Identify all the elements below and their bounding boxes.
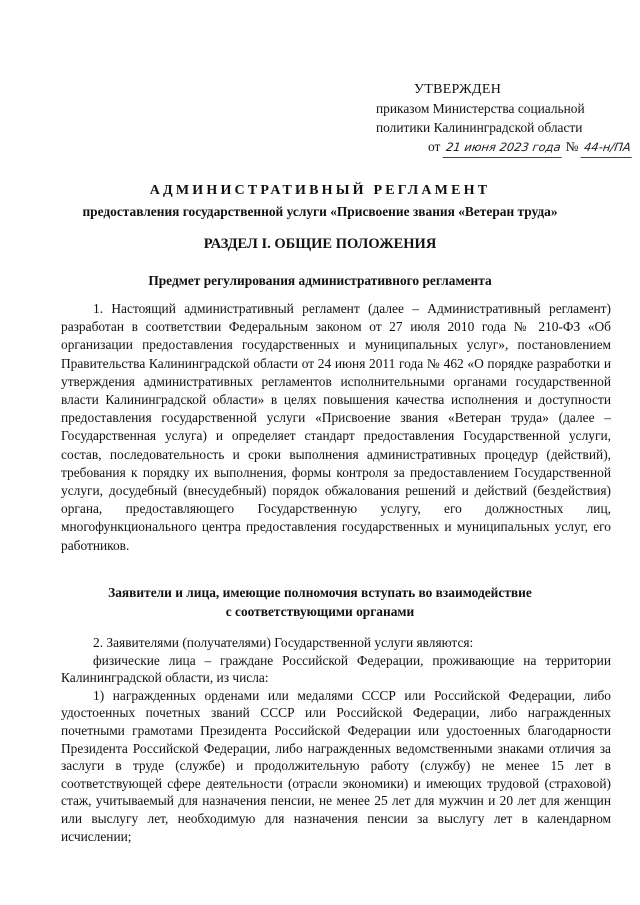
number-prefix: № xyxy=(565,139,579,154)
date-prefix: от xyxy=(428,139,441,154)
approval-title: УТВЕРЖДЕН xyxy=(414,82,502,97)
paragraph-4: 1) награжденных орденами или медалями СССР или Российской Федерации, либо удостоенных почетных званий СССР или Российской Федерации, либо награжденных почетными грамотами Президента Российской Федерации или удостоенных благодарности Президента Российской Федерации, либо награжденных ведомственными знаками отличия за заслуги в труде (службе) и продолжительную работу (службу) не менее 15 лет в соответствующей сфере деятельности (отрасли экономики) и имеющих трудовой (страховой) стаж, учитываемый для назначения пенсии, не менее 25 лет для мужчин и 20 лет для женщин или выслугу лет, необходимую для назначения пенсии за выслугу лет в календарном исчислении; xyxy=(61,687,611,844)
document-subtitle: предоставления государственной услуги «Присвоение звания «Ветеран труда» xyxy=(82,204,558,219)
paragraph-block-2 xyxy=(61,634,611,845)
approval-stamp xyxy=(376,80,632,158)
section-2-heading xyxy=(0,583,640,621)
paragraph-1: 1. Настоящий административный регламент (далее – Административный регламент) разработан в соответствии Федеральным законом от 27 июля 2010 года № 210-ФЗ «Об организации предоставления государственных и муниципальных услуг», постановлением Правительства Калининградской области от 24 июня 2011 года № 462 «О порядке разработки и утверждения административных регламентов исполнительными органами государственной власти Калининградской области» в целях повышения качества исполнения и доступности предоставления государственной услуги «Присвоение звания «Ветеран труда» (далее – Государственная услуга) и определяет стандарт предоставления Государственной услуги, состав, последовательность и сроки выполнения административных процедур (действий), требования к порядку их выполнения, формы контроля за предоставлением Государственной услуги, досудебный (внесудебный) порядок обжалования решений и действий (бездействия) органа, предоставляющего Государственную услугу, его должностных лиц, многофункционального центра предоставления государственных и муниципальных услуг, его работников. xyxy=(61,301,611,553)
approval-date-line xyxy=(376,137,632,158)
handwritten-number: 44-н/ПА xyxy=(580,138,634,158)
subsection-title: Предмет регулирования административного регламента xyxy=(148,273,492,288)
paragraph-block-1 xyxy=(61,300,611,555)
paragraph-2: 2. Заявителями (получателями) Государственной услуги являются: xyxy=(93,635,474,650)
section-title: РАЗДЕЛ I. ОБЩИЕ ПОЛОЖЕНИЯ xyxy=(203,236,437,252)
approval-line-2: политики Калининградской области xyxy=(376,120,583,135)
approval-line-1: приказом Министерства социальной xyxy=(376,101,585,116)
paragraph-3: физические лица – граждане Российской Федерации, проживающие на территории Калининградской области, из числа: xyxy=(61,652,611,686)
handwritten-date: 21 июня 2023 года xyxy=(442,138,563,158)
section-2-title-line-1: Заявители и лица, имеющие полномочия вступать во взаимодействие xyxy=(108,585,532,600)
document-title: АДМИНИСТРАТИВНЫЙ РЕГЛАМЕНТ xyxy=(149,183,491,198)
section-2-title-line-2: с соответствующими органами xyxy=(225,604,415,619)
